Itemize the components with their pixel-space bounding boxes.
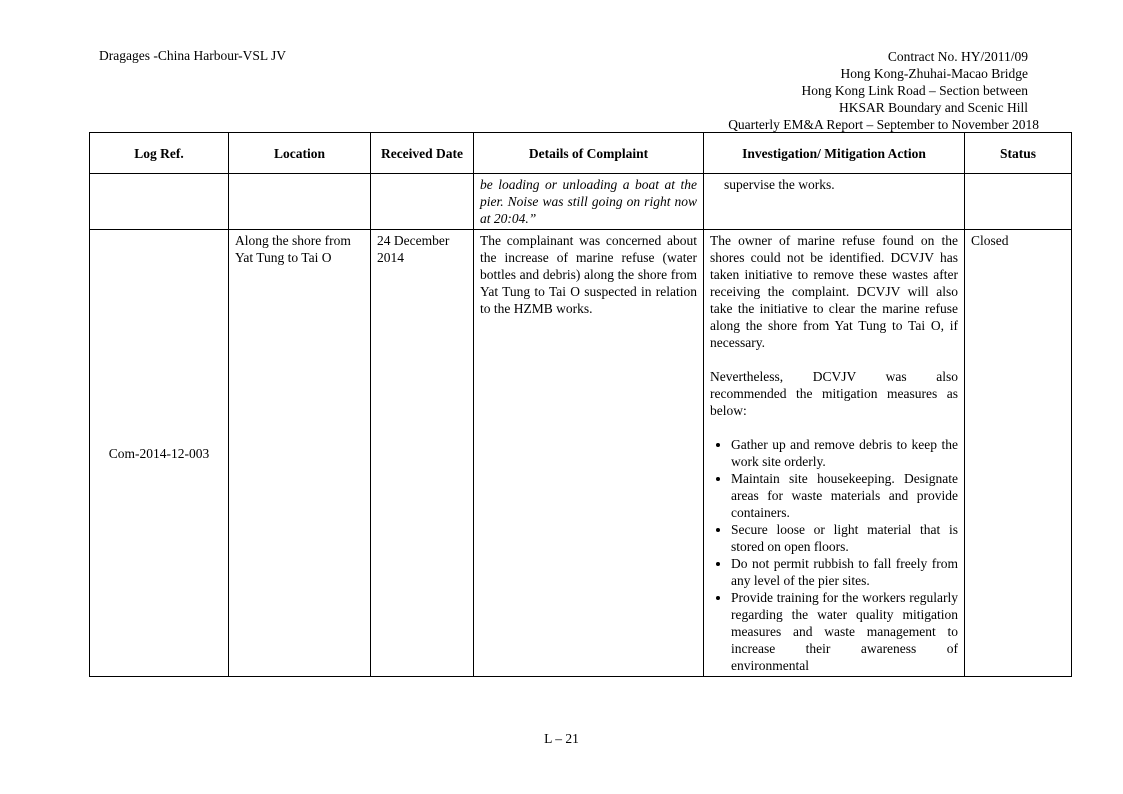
cell-location: Along the shore from Yat Tung to Tai O xyxy=(229,230,371,677)
table-row xyxy=(90,230,1072,677)
table-row-continued xyxy=(90,174,1072,230)
header-report-title: Quarterly EM&A Report – September to November 2018 xyxy=(728,117,1039,132)
list-item: • Provide training for the workers regularly regarding the water quality mitigation measures and waste management to increase their awareness of environmental xyxy=(731,589,958,674)
cell-details-continued: be loading or unloading a boat at the pier. Noise was still going on right now at 20:04.” xyxy=(474,174,704,230)
cell-empty xyxy=(90,174,229,230)
cell-action xyxy=(704,230,965,677)
cell-log-ref: Com-2014-12-003 xyxy=(90,230,229,677)
complaint-log-table xyxy=(89,132,1072,677)
list-item: • Secure loose or light material that is stored on open floors. xyxy=(731,521,958,555)
col-header-details: Details of Complaint xyxy=(474,133,704,174)
cell-action-continued: supervise the works. xyxy=(704,174,965,230)
col-header-action: Investigation/ Mitigation Action xyxy=(704,133,965,174)
header-contract-info xyxy=(728,48,1039,133)
header-contract-no: Contract No. HY/2011/09 xyxy=(887,49,1028,64)
cell-empty xyxy=(229,174,371,230)
action-paragraph: Nevertheless, DCVJV was also recommended the mitigation measures as below: xyxy=(710,369,958,418)
list-item: • Gather up and remove debris to keep the work site orderly. xyxy=(731,436,958,470)
col-header-received-date: Received Date xyxy=(371,133,474,174)
list-item: • Do not permit rubbish to fall freely from any level of the pier sites. xyxy=(731,555,958,589)
col-header-location: Location xyxy=(229,133,371,174)
table-header-row xyxy=(90,133,1072,174)
list-item: • Maintain site housekeeping. Designate areas for waste materials and provide containers. xyxy=(731,470,958,521)
col-header-status: Status xyxy=(965,133,1072,174)
header-project: Hong Kong-Zhuhai-Macao Bridge xyxy=(840,66,1028,81)
cell-status: Closed xyxy=(965,230,1072,677)
cell-empty xyxy=(965,174,1072,230)
cell-received-date: 24 December 2014 xyxy=(371,230,474,677)
cell-details: The complainant was concerned about the increase of marine refuse (water bottles and debris) along the shore from Yat Tung to Tai O suspected in relation to the HZMB works. xyxy=(474,230,704,677)
header-boundary: HKSAR Boundary and Scenic Hill xyxy=(839,100,1028,115)
action-paragraph: The owner of marine refuse found on the shores could not be identified. DCVJV has taken initiative to remove these wastes after receiving the complaint. DCVJV will also take the initiative to clear the marine refuse along the shore from Yat Tung to Tai O, if necessary. xyxy=(710,233,958,350)
mitigation-list xyxy=(710,436,958,674)
page-number: L – 21 xyxy=(544,731,579,746)
col-header-log-ref: Log Ref. xyxy=(90,133,229,174)
cell-empty xyxy=(371,174,474,230)
header-section: Hong Kong Link Road – Section between xyxy=(801,83,1028,98)
header-company: Dragages -China Harbour-VSL JV xyxy=(99,48,287,63)
